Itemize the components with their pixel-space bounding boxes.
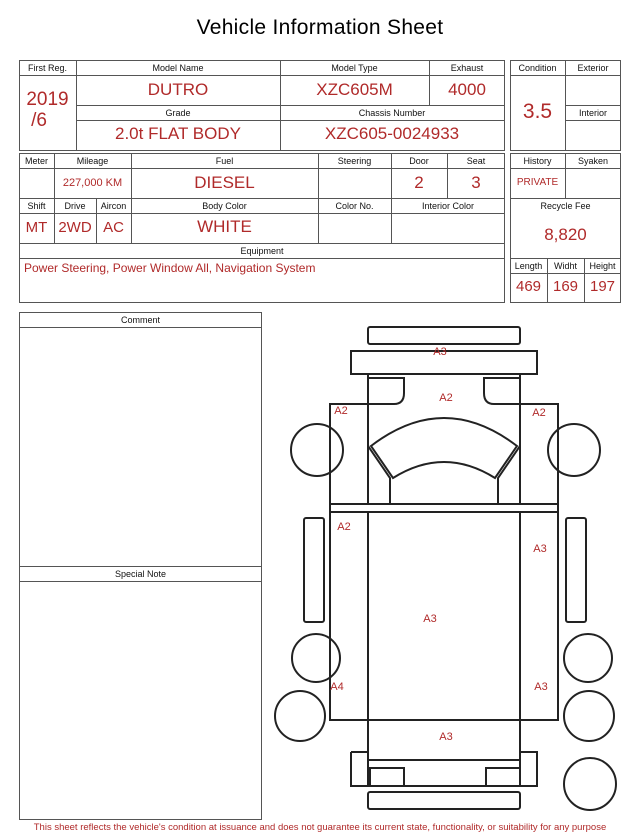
aircon-label: Aircon: [100, 201, 127, 211]
spare-wheel-shape: [564, 758, 616, 810]
height-value: 197: [589, 278, 616, 295]
comment-label: Comment: [120, 315, 160, 325]
aircon-value: AC: [103, 219, 124, 236]
model-type-label: Model Type: [331, 63, 378, 73]
exhaust-label: Exhaust: [450, 63, 484, 73]
damage-left-door: A2: [337, 521, 351, 533]
interior-color-label: Interior Color: [421, 201, 475, 211]
width-value: 169: [552, 278, 579, 295]
body-color-label: Body Color: [202, 201, 247, 211]
recycle-fee-label: Recycle Fee: [540, 201, 591, 211]
rear-step-shape: [368, 792, 520, 809]
condition-label: Condition: [518, 63, 557, 73]
mileage-label: Mileage: [76, 156, 109, 166]
damage-hood: A2: [439, 392, 453, 404]
seat-label: Seat: [466, 156, 486, 166]
first-reg-year: 2019: [26, 89, 69, 110]
length-label: Length: [514, 261, 543, 271]
recycle-fee-value: 8,820: [544, 225, 587, 244]
front-right-wheel-shape: [548, 424, 600, 476]
syaken-label: Syaken: [577, 156, 609, 166]
front-left-wheel-shape: [291, 424, 343, 476]
bed-inner-shape: [368, 512, 520, 760]
color-no-label: Color No.: [335, 201, 374, 211]
first-reg-label: First Reg.: [27, 63, 67, 73]
meter-label: Meter: [24, 156, 48, 166]
left-door-shape: [330, 404, 390, 504]
drive-label: Drive: [64, 201, 86, 211]
damage-bed: A3: [423, 613, 437, 625]
first-reg-month: /6: [31, 110, 47, 131]
width-label: Widht: [553, 261, 577, 271]
model-name-label: Model Name: [152, 63, 204, 73]
rear-left-wheel-inner-shape: [292, 634, 340, 682]
grade-label: Grade: [165, 108, 191, 118]
exhaust-value: 4000: [448, 80, 486, 99]
mileage-value: 227,000 KM: [62, 177, 123, 189]
right-side-rail-shape: [566, 518, 586, 622]
windshield-shape: [371, 418, 517, 478]
door-label: Door: [409, 156, 429, 166]
fuel-label: Fuel: [215, 156, 234, 166]
damage-right-rear-lower: A3: [534, 681, 548, 693]
history-value: PRIVATE: [516, 177, 559, 188]
equipment-value: Power Steering, Power Window All, Navigation System: [24, 261, 316, 275]
fuel-value: DIESEL: [194, 173, 255, 192]
shift-value: MT: [25, 219, 48, 236]
damage-left-fender: A2: [334, 405, 348, 417]
damage-left-rear: A4: [330, 681, 344, 693]
body-color-value: WHITE: [197, 217, 252, 236]
damage-right-fender: A2: [532, 407, 546, 419]
door-value: 2: [414, 173, 424, 192]
rear-left-wheel-outer-shape: [275, 691, 325, 741]
shift-label: Shift: [27, 201, 46, 211]
interior-label: Interior: [578, 108, 607, 118]
chassis-value: XZC605-0024933: [324, 124, 460, 143]
condition-score: 3.5: [522, 100, 553, 123]
disclaimer-footer: This sheet reflects the vehicle's condition at issuance and does not guarantee its current state, functionality, or suitability for any purpose: [33, 822, 607, 833]
damage-rear-panel: A3: [439, 731, 453, 743]
right-headlamp-shape: [484, 378, 519, 404]
grade-value: 2.0t FLAT BODY: [115, 124, 241, 143]
left-side-rail-shape: [304, 518, 324, 622]
history-label: History: [523, 156, 552, 166]
rear-left-lamp-shape: [370, 768, 404, 786]
left-headlamp-shape: [369, 378, 404, 404]
steering-label: Steering: [337, 156, 372, 166]
rear-right-wheel-outer-shape: [564, 691, 614, 741]
damage-front-bumper: A3: [433, 346, 447, 358]
rear-right-lamp-shape: [486, 768, 520, 786]
model-type-value: XZC605M: [316, 80, 393, 99]
height-label: Height: [589, 261, 616, 271]
drive-value: 2WD: [58, 219, 92, 236]
seat-value: 3: [471, 173, 481, 192]
bed-outer-shape: [330, 512, 558, 720]
rear-right-wheel-inner-shape: [564, 634, 612, 682]
front-bumper-shape: [368, 327, 520, 344]
equipment-label: Equipment: [240, 246, 284, 256]
exterior-label: Exterior: [577, 63, 609, 73]
length-value: 469: [515, 278, 542, 295]
page-title: Vehicle Information Sheet: [196, 16, 444, 39]
model-name-value: DUTRO: [147, 80, 209, 99]
chassis-label: Chassis Number: [358, 108, 426, 118]
special-note-label: Special Note: [114, 569, 167, 579]
damage-right-rear-upper: A3: [533, 543, 547, 555]
